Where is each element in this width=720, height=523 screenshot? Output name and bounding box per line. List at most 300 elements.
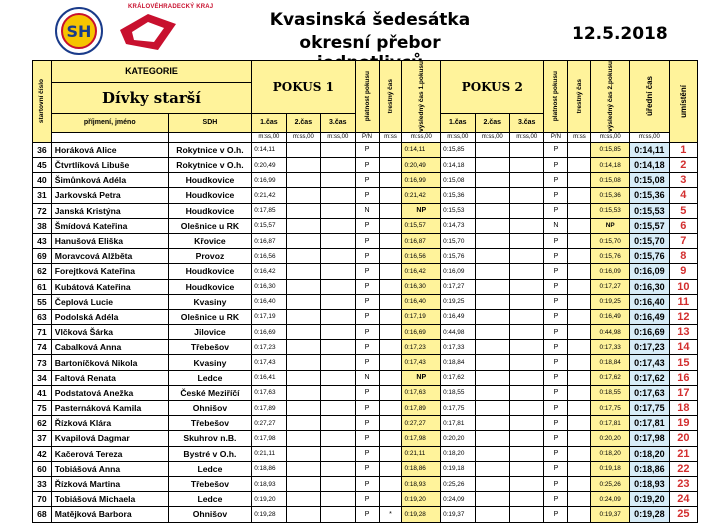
attempt2-penalty bbox=[568, 249, 591, 264]
attempt2-penalty bbox=[568, 446, 591, 461]
attempt2-result: 0:17,62 bbox=[591, 370, 630, 385]
attempt2-penalty bbox=[568, 158, 591, 173]
placement: 4 bbox=[669, 188, 697, 203]
attempt1-penalty bbox=[379, 309, 402, 324]
attempt1-time2 bbox=[286, 416, 320, 431]
official-time: 0:17,75 bbox=[630, 401, 670, 416]
official-time: 0:15,53 bbox=[630, 203, 670, 218]
attempt2-validity: P bbox=[544, 431, 568, 446]
table-row bbox=[33, 279, 698, 294]
attempt1-validity: P bbox=[355, 476, 379, 491]
attempt2-validity: P bbox=[544, 446, 568, 461]
attempt2-time3 bbox=[509, 309, 543, 324]
attempt1-time2 bbox=[286, 264, 320, 279]
attempt2-time1: 0:19,18 bbox=[441, 461, 475, 476]
attempt1-validity: P bbox=[355, 461, 379, 476]
team-sdh: Třebešov bbox=[168, 416, 252, 431]
header-uredni: úřední čas bbox=[630, 61, 670, 133]
attempt1-time2 bbox=[286, 279, 320, 294]
official-time: 0:16,49 bbox=[630, 309, 670, 324]
athlete-name: Janská Kristýna bbox=[51, 203, 168, 218]
attempt1-time2 bbox=[286, 173, 320, 188]
attempt2-validity: P bbox=[544, 416, 568, 431]
attempt1-result: 0:21,11 bbox=[402, 446, 441, 461]
table-row bbox=[33, 188, 698, 203]
athlete-name: Matějková Barbora bbox=[51, 507, 168, 522]
attempt1-validity: P bbox=[355, 325, 379, 340]
attempt1-penalty bbox=[379, 385, 402, 400]
attempt1-penalty bbox=[379, 188, 402, 203]
attempt1-time1: 0:16,40 bbox=[252, 294, 286, 309]
attempt1-validity: P bbox=[355, 264, 379, 279]
official-time: 0:14,11 bbox=[630, 142, 670, 157]
attempt2-time3 bbox=[509, 416, 543, 431]
attempt1-result: 0:16,69 bbox=[402, 325, 441, 340]
attempt1-validity: P bbox=[355, 173, 379, 188]
attempt1-validity: P bbox=[355, 507, 379, 522]
placement: 8 bbox=[669, 249, 697, 264]
placement: 3 bbox=[669, 173, 697, 188]
attempt2-time3 bbox=[509, 492, 543, 507]
attempt1-penalty bbox=[379, 279, 402, 294]
attempt2-validity: P bbox=[544, 188, 568, 203]
attempt2-time2 bbox=[475, 279, 509, 294]
table-row bbox=[33, 492, 698, 507]
attempt1-penalty bbox=[379, 492, 402, 507]
attempt2-time1: 0:24,09 bbox=[441, 492, 475, 507]
attempt1-time2 bbox=[286, 325, 320, 340]
start-number: 61 bbox=[33, 279, 52, 294]
attempt1-time3 bbox=[321, 385, 355, 400]
attempt1-time1: 0:18,86 bbox=[252, 461, 286, 476]
attempt2-time2 bbox=[475, 249, 509, 264]
attempt2-time1: 0:18,84 bbox=[441, 355, 475, 370]
attempt2-penalty bbox=[568, 279, 591, 294]
attempt1-time2 bbox=[286, 203, 320, 218]
attempt1-penalty bbox=[379, 446, 402, 461]
attempt2-validity: P bbox=[544, 340, 568, 355]
attempt1-time1: 0:18,93 bbox=[252, 476, 286, 491]
placement: 14 bbox=[669, 340, 697, 355]
attempt1-time2 bbox=[286, 507, 320, 522]
attempt2-validity: P bbox=[544, 476, 568, 491]
unit-pn: P/N bbox=[544, 132, 568, 142]
attempt2-penalty bbox=[568, 173, 591, 188]
attempt1-time3 bbox=[321, 158, 355, 173]
athlete-name: Šimůnková Adéla bbox=[51, 173, 168, 188]
attempt2-time3 bbox=[509, 446, 543, 461]
attempt2-result: 0:17,75 bbox=[591, 401, 630, 416]
team-sdh: Olešnice u RK bbox=[168, 218, 252, 233]
sdh-logo-icon bbox=[54, 6, 104, 56]
header-category-label: KATEGORIE bbox=[51, 61, 251, 83]
team-sdh: Houdkovice bbox=[168, 188, 252, 203]
attempt2-time3 bbox=[509, 264, 543, 279]
attempt1-time1: 0:16,69 bbox=[252, 325, 286, 340]
header-category-name: Dívky starší bbox=[51, 82, 251, 113]
unit-blank bbox=[168, 132, 252, 142]
unit-time: m:ss,00 bbox=[321, 132, 355, 142]
header-surname: příjmení, jméno bbox=[51, 114, 168, 133]
attempt2-time1: 0:18,20 bbox=[441, 446, 475, 461]
athlete-name: Faltová Renata bbox=[51, 370, 168, 385]
start-number: 34 bbox=[33, 370, 52, 385]
attempt2-result: 0:16,09 bbox=[591, 264, 630, 279]
attempt2-penalty bbox=[568, 476, 591, 491]
attempt2-validity: P bbox=[544, 142, 568, 157]
header-umisteni: umístění bbox=[669, 61, 697, 143]
team-sdh: Houdkovice bbox=[168, 279, 252, 294]
official-time: 0:15,70 bbox=[630, 233, 670, 248]
attempt1-time1: 0:16,87 bbox=[252, 233, 286, 248]
attempt2-penalty bbox=[568, 340, 591, 355]
official-time: 0:17,63 bbox=[630, 385, 670, 400]
attempt1-validity: P bbox=[355, 401, 379, 416]
official-time: 0:17,43 bbox=[630, 355, 670, 370]
attempt2-validity: P bbox=[544, 370, 568, 385]
attempt1-penalty bbox=[379, 173, 402, 188]
attempt1-time1: 0:16,41 bbox=[252, 370, 286, 385]
attempt2-result: 0:25,26 bbox=[591, 476, 630, 491]
attempt2-penalty bbox=[568, 294, 591, 309]
team-sdh: Bystré v O.h. bbox=[168, 446, 252, 461]
placement: 13 bbox=[669, 325, 697, 340]
attempt2-time2 bbox=[475, 461, 509, 476]
attempt1-penalty bbox=[379, 218, 402, 233]
attempt1-result: 0:17,98 bbox=[402, 431, 441, 446]
header-p2-cas2: 2.čas bbox=[475, 114, 509, 133]
start-number: 74 bbox=[33, 340, 52, 355]
attempt2-time2 bbox=[475, 158, 509, 173]
unit-time: m:ss,00 bbox=[402, 132, 441, 142]
attempt2-penalty bbox=[568, 461, 591, 476]
placement: 18 bbox=[669, 401, 697, 416]
placement: 10 bbox=[669, 279, 697, 294]
page-title: Kvasinská šedesátka bbox=[269, 10, 471, 30]
attempt2-validity: P bbox=[544, 507, 568, 522]
athlete-name: Pasternáková Kamila bbox=[51, 401, 168, 416]
team-sdh: Skuhrov n.B. bbox=[168, 431, 252, 446]
attempt2-time2 bbox=[475, 416, 509, 431]
attempt1-penalty bbox=[379, 416, 402, 431]
attempt2-validity: P bbox=[544, 203, 568, 218]
official-time: 0:19,28 bbox=[630, 507, 670, 522]
attempt2-time2 bbox=[475, 188, 509, 203]
attempt1-validity: P bbox=[355, 249, 379, 264]
attempt2-result: 0:15,76 bbox=[591, 249, 630, 264]
unit-time: m:ss,00 bbox=[252, 132, 286, 142]
attempt2-result: 0:14,18 bbox=[591, 158, 630, 173]
attempt1-time2 bbox=[286, 294, 320, 309]
attempt2-time3 bbox=[509, 203, 543, 218]
start-number: 36 bbox=[33, 142, 52, 157]
attempt2-time3 bbox=[509, 158, 543, 173]
attempt1-time3 bbox=[321, 476, 355, 491]
unit-mss: m:ss bbox=[568, 132, 591, 142]
attempt2-penalty bbox=[568, 416, 591, 431]
placement: 6 bbox=[669, 218, 697, 233]
attempt2-time1: 0:15,36 bbox=[441, 188, 475, 203]
athlete-name: Podstatová Anežka bbox=[51, 385, 168, 400]
placement: 12 bbox=[669, 309, 697, 324]
athlete-name: Kvapilová Dagmar bbox=[51, 431, 168, 446]
attempt2-time1: 0:17,75 bbox=[441, 401, 475, 416]
attempt1-time3 bbox=[321, 507, 355, 522]
attempt2-result: 0:15,08 bbox=[591, 173, 630, 188]
attempt2-time1: 0:20,20 bbox=[441, 431, 475, 446]
official-time: 0:17,98 bbox=[630, 431, 670, 446]
attempt1-result: 0:19,20 bbox=[402, 492, 441, 507]
attempt2-time2 bbox=[475, 264, 509, 279]
official-time: 0:17,62 bbox=[630, 370, 670, 385]
attempt2-validity: P bbox=[544, 461, 568, 476]
attempt1-penalty bbox=[379, 401, 402, 416]
attempt1-time1: 0:17,98 bbox=[252, 431, 286, 446]
placement: 16 bbox=[669, 370, 697, 385]
attempt1-time1: 0:19,20 bbox=[252, 492, 286, 507]
team-sdh: Třebešov bbox=[168, 340, 252, 355]
header-trestny1: trestný čas bbox=[379, 61, 402, 133]
attempt1-validity: P bbox=[355, 142, 379, 157]
placement: 19 bbox=[669, 416, 697, 431]
attempt2-penalty bbox=[568, 385, 591, 400]
attempt2-time2 bbox=[475, 173, 509, 188]
placement: 25 bbox=[669, 507, 697, 522]
attempt1-result: 0:17,23 bbox=[402, 340, 441, 355]
attempt2-penalty bbox=[568, 233, 591, 248]
placement: 17 bbox=[669, 385, 697, 400]
table-row bbox=[33, 203, 698, 218]
attempt1-time3 bbox=[321, 279, 355, 294]
header-p2-cas3: 3.čas bbox=[509, 114, 543, 133]
attempt1-validity: P bbox=[355, 309, 379, 324]
attempt2-time2 bbox=[475, 203, 509, 218]
attempt2-time3 bbox=[509, 325, 543, 340]
header-p1-cas2: 2.čas bbox=[286, 114, 320, 133]
attempt2-time1: 0:25,26 bbox=[441, 476, 475, 491]
attempt2-penalty bbox=[568, 218, 591, 233]
unit-pn: P/N bbox=[355, 132, 379, 142]
attempt2-result: 0:15,85 bbox=[591, 142, 630, 157]
official-time: 0:19,20 bbox=[630, 492, 670, 507]
attempt2-time3 bbox=[509, 294, 543, 309]
attempt2-time1: 0:14,73 bbox=[441, 218, 475, 233]
attempt1-result: 0:16,56 bbox=[402, 249, 441, 264]
attempt1-validity: P bbox=[355, 431, 379, 446]
official-time: 0:15,57 bbox=[630, 218, 670, 233]
attempt1-time1: 0:16,99 bbox=[252, 173, 286, 188]
athlete-name: Bartoníčková Nikola bbox=[51, 355, 168, 370]
attempt1-validity: N bbox=[355, 203, 379, 218]
attempt2-validity: P bbox=[544, 401, 568, 416]
team-sdh: Jilovice bbox=[168, 325, 252, 340]
attempt1-time3 bbox=[321, 416, 355, 431]
team-sdh: Kvasiny bbox=[168, 355, 252, 370]
attempt2-time3 bbox=[509, 218, 543, 233]
attempt1-time2 bbox=[286, 461, 320, 476]
attempt1-time3 bbox=[321, 401, 355, 416]
attempt2-result: 0:24,09 bbox=[591, 492, 630, 507]
table-row bbox=[33, 249, 698, 264]
attempt1-time3 bbox=[321, 492, 355, 507]
start-number: 55 bbox=[33, 294, 52, 309]
attempt2-result: 0:18,84 bbox=[591, 355, 630, 370]
attempt1-validity: P bbox=[355, 279, 379, 294]
attempt2-validity: P bbox=[544, 385, 568, 400]
attempt2-penalty bbox=[568, 203, 591, 218]
attempt1-time3 bbox=[321, 203, 355, 218]
unit-time: m:ss,00 bbox=[591, 132, 630, 142]
unit-time: m:ss,00 bbox=[630, 132, 670, 142]
attempt1-validity: P bbox=[355, 233, 379, 248]
attempt1-time1: 0:27,27 bbox=[252, 416, 286, 431]
table-row bbox=[33, 476, 698, 491]
attempt1-result: 0:18,86 bbox=[402, 461, 441, 476]
header-platnost2: platnost pokusu bbox=[544, 61, 568, 133]
header-pokus1: POKUS 1 bbox=[252, 61, 355, 114]
attempt1-result: 0:27,27 bbox=[402, 416, 441, 431]
attempt2-result: 0:16,49 bbox=[591, 309, 630, 324]
header-p2-cas1: 1.čas bbox=[441, 114, 475, 133]
attempt1-time3 bbox=[321, 431, 355, 446]
attempt1-time3 bbox=[321, 294, 355, 309]
start-number: 43 bbox=[33, 233, 52, 248]
official-time: 0:15,76 bbox=[630, 249, 670, 264]
attempt2-penalty bbox=[568, 507, 591, 522]
attempt2-penalty bbox=[568, 431, 591, 446]
start-number: 68 bbox=[33, 507, 52, 522]
attempt2-result: 0:18,55 bbox=[591, 385, 630, 400]
attempt2-result: 0:15,70 bbox=[591, 233, 630, 248]
attempt2-result: 0:17,33 bbox=[591, 340, 630, 355]
attempt1-penalty bbox=[379, 142, 402, 157]
table-row bbox=[33, 370, 698, 385]
attempt2-validity: P bbox=[544, 492, 568, 507]
table-row bbox=[33, 173, 698, 188]
athlete-name: Horáková Alice bbox=[51, 142, 168, 157]
attempt2-validity: P bbox=[544, 325, 568, 340]
attempt1-time3 bbox=[321, 233, 355, 248]
attempt2-time3 bbox=[509, 142, 543, 157]
start-number: 75 bbox=[33, 401, 52, 416]
attempt2-time2 bbox=[475, 340, 509, 355]
attempt2-time2 bbox=[475, 355, 509, 370]
attempt1-time3 bbox=[321, 370, 355, 385]
attempt2-penalty bbox=[568, 401, 591, 416]
official-time: 0:18,93 bbox=[630, 476, 670, 491]
header-sdh: SDH bbox=[168, 114, 252, 133]
attempt1-penalty bbox=[379, 325, 402, 340]
attempt2-result: 0:20,20 bbox=[591, 431, 630, 446]
attempt1-time1: 0:17,23 bbox=[252, 340, 286, 355]
attempt1-penalty bbox=[379, 294, 402, 309]
athlete-name: Hanušová Eliška bbox=[51, 233, 168, 248]
unit-mss: m:ss bbox=[379, 132, 402, 142]
official-time: 0:17,23 bbox=[630, 340, 670, 355]
attempt2-validity: P bbox=[544, 249, 568, 264]
attempt2-penalty bbox=[568, 309, 591, 324]
attempt1-time3 bbox=[321, 264, 355, 279]
placement: 2 bbox=[669, 158, 697, 173]
attempt2-time1: 0:15,08 bbox=[441, 173, 475, 188]
attempt1-time1: 0:21,11 bbox=[252, 446, 286, 461]
attempt2-result: 0:19,37 bbox=[591, 507, 630, 522]
attempt1-time1: 0:17,89 bbox=[252, 401, 286, 416]
attempt2-time1: 0:19,25 bbox=[441, 294, 475, 309]
attempt2-time2 bbox=[475, 507, 509, 522]
start-number: 38 bbox=[33, 218, 52, 233]
attempt1-validity: P bbox=[355, 416, 379, 431]
attempt2-penalty bbox=[568, 492, 591, 507]
attempt2-result: 0:15,36 bbox=[591, 188, 630, 203]
team-sdh: Houdkovice bbox=[168, 203, 252, 218]
attempt2-time1: 0:15,85 bbox=[441, 142, 475, 157]
attempt1-validity: P bbox=[355, 446, 379, 461]
table-row bbox=[33, 264, 698, 279]
attempt1-result: 0:20,49 bbox=[402, 158, 441, 173]
athlete-name: Čeplová Lucie bbox=[51, 294, 168, 309]
page-subtitle: okresní přebor jednotlivců bbox=[299, 33, 441, 73]
start-number: 63 bbox=[33, 309, 52, 324]
attempt2-time3 bbox=[509, 279, 543, 294]
official-time: 0:18,20 bbox=[630, 446, 670, 461]
attempt1-result: 0:14,11 bbox=[402, 142, 441, 157]
athlete-name: Kačerová Tereza bbox=[51, 446, 168, 461]
attempt2-time3 bbox=[509, 355, 543, 370]
athlete-name: Forejtková Kateřina bbox=[51, 264, 168, 279]
attempt2-time1: 0:44,98 bbox=[441, 325, 475, 340]
placement: 15 bbox=[669, 355, 697, 370]
attempt1-result: 0:17,63 bbox=[402, 385, 441, 400]
attempt1-time1: 0:17,19 bbox=[252, 309, 286, 324]
attempt2-time3 bbox=[509, 173, 543, 188]
attempt1-penalty bbox=[379, 158, 402, 173]
team-sdh: Ledce bbox=[168, 461, 252, 476]
attempt2-time1: 0:15,53 bbox=[441, 203, 475, 218]
official-time: 0:15,36 bbox=[630, 188, 670, 203]
attempt1-penalty bbox=[379, 431, 402, 446]
team-sdh: Houdkovice bbox=[168, 264, 252, 279]
unit-blank bbox=[51, 132, 168, 142]
attempt2-result: NP bbox=[591, 218, 630, 233]
attempt1-time2 bbox=[286, 233, 320, 248]
official-time: 0:16,40 bbox=[630, 294, 670, 309]
team-sdh: Houdkovice bbox=[168, 173, 252, 188]
attempt2-penalty bbox=[568, 188, 591, 203]
attempt1-time2 bbox=[286, 340, 320, 355]
official-time: 0:16,30 bbox=[630, 279, 670, 294]
placement: 5 bbox=[669, 203, 697, 218]
attempt1-time1: 0:15,57 bbox=[252, 218, 286, 233]
attempt1-result: 0:17,19 bbox=[402, 309, 441, 324]
team-sdh: Ledce bbox=[168, 370, 252, 385]
results-rows bbox=[33, 142, 698, 522]
attempt1-validity: P bbox=[355, 385, 379, 400]
attempt1-time3 bbox=[321, 309, 355, 324]
table-row bbox=[33, 325, 698, 340]
start-number: 42 bbox=[33, 446, 52, 461]
table-row bbox=[33, 461, 698, 476]
header-start-no: startovní číslo bbox=[33, 61, 52, 143]
attempt2-time2 bbox=[475, 233, 509, 248]
attempt1-penalty bbox=[379, 370, 402, 385]
attempt2-time1: 0:15,76 bbox=[441, 249, 475, 264]
attempt2-result: 0:17,81 bbox=[591, 416, 630, 431]
attempt2-validity: P bbox=[544, 264, 568, 279]
attempt1-time2 bbox=[286, 355, 320, 370]
attempt1-time2 bbox=[286, 142, 320, 157]
athlete-name: Tobiášová Anna bbox=[51, 461, 168, 476]
